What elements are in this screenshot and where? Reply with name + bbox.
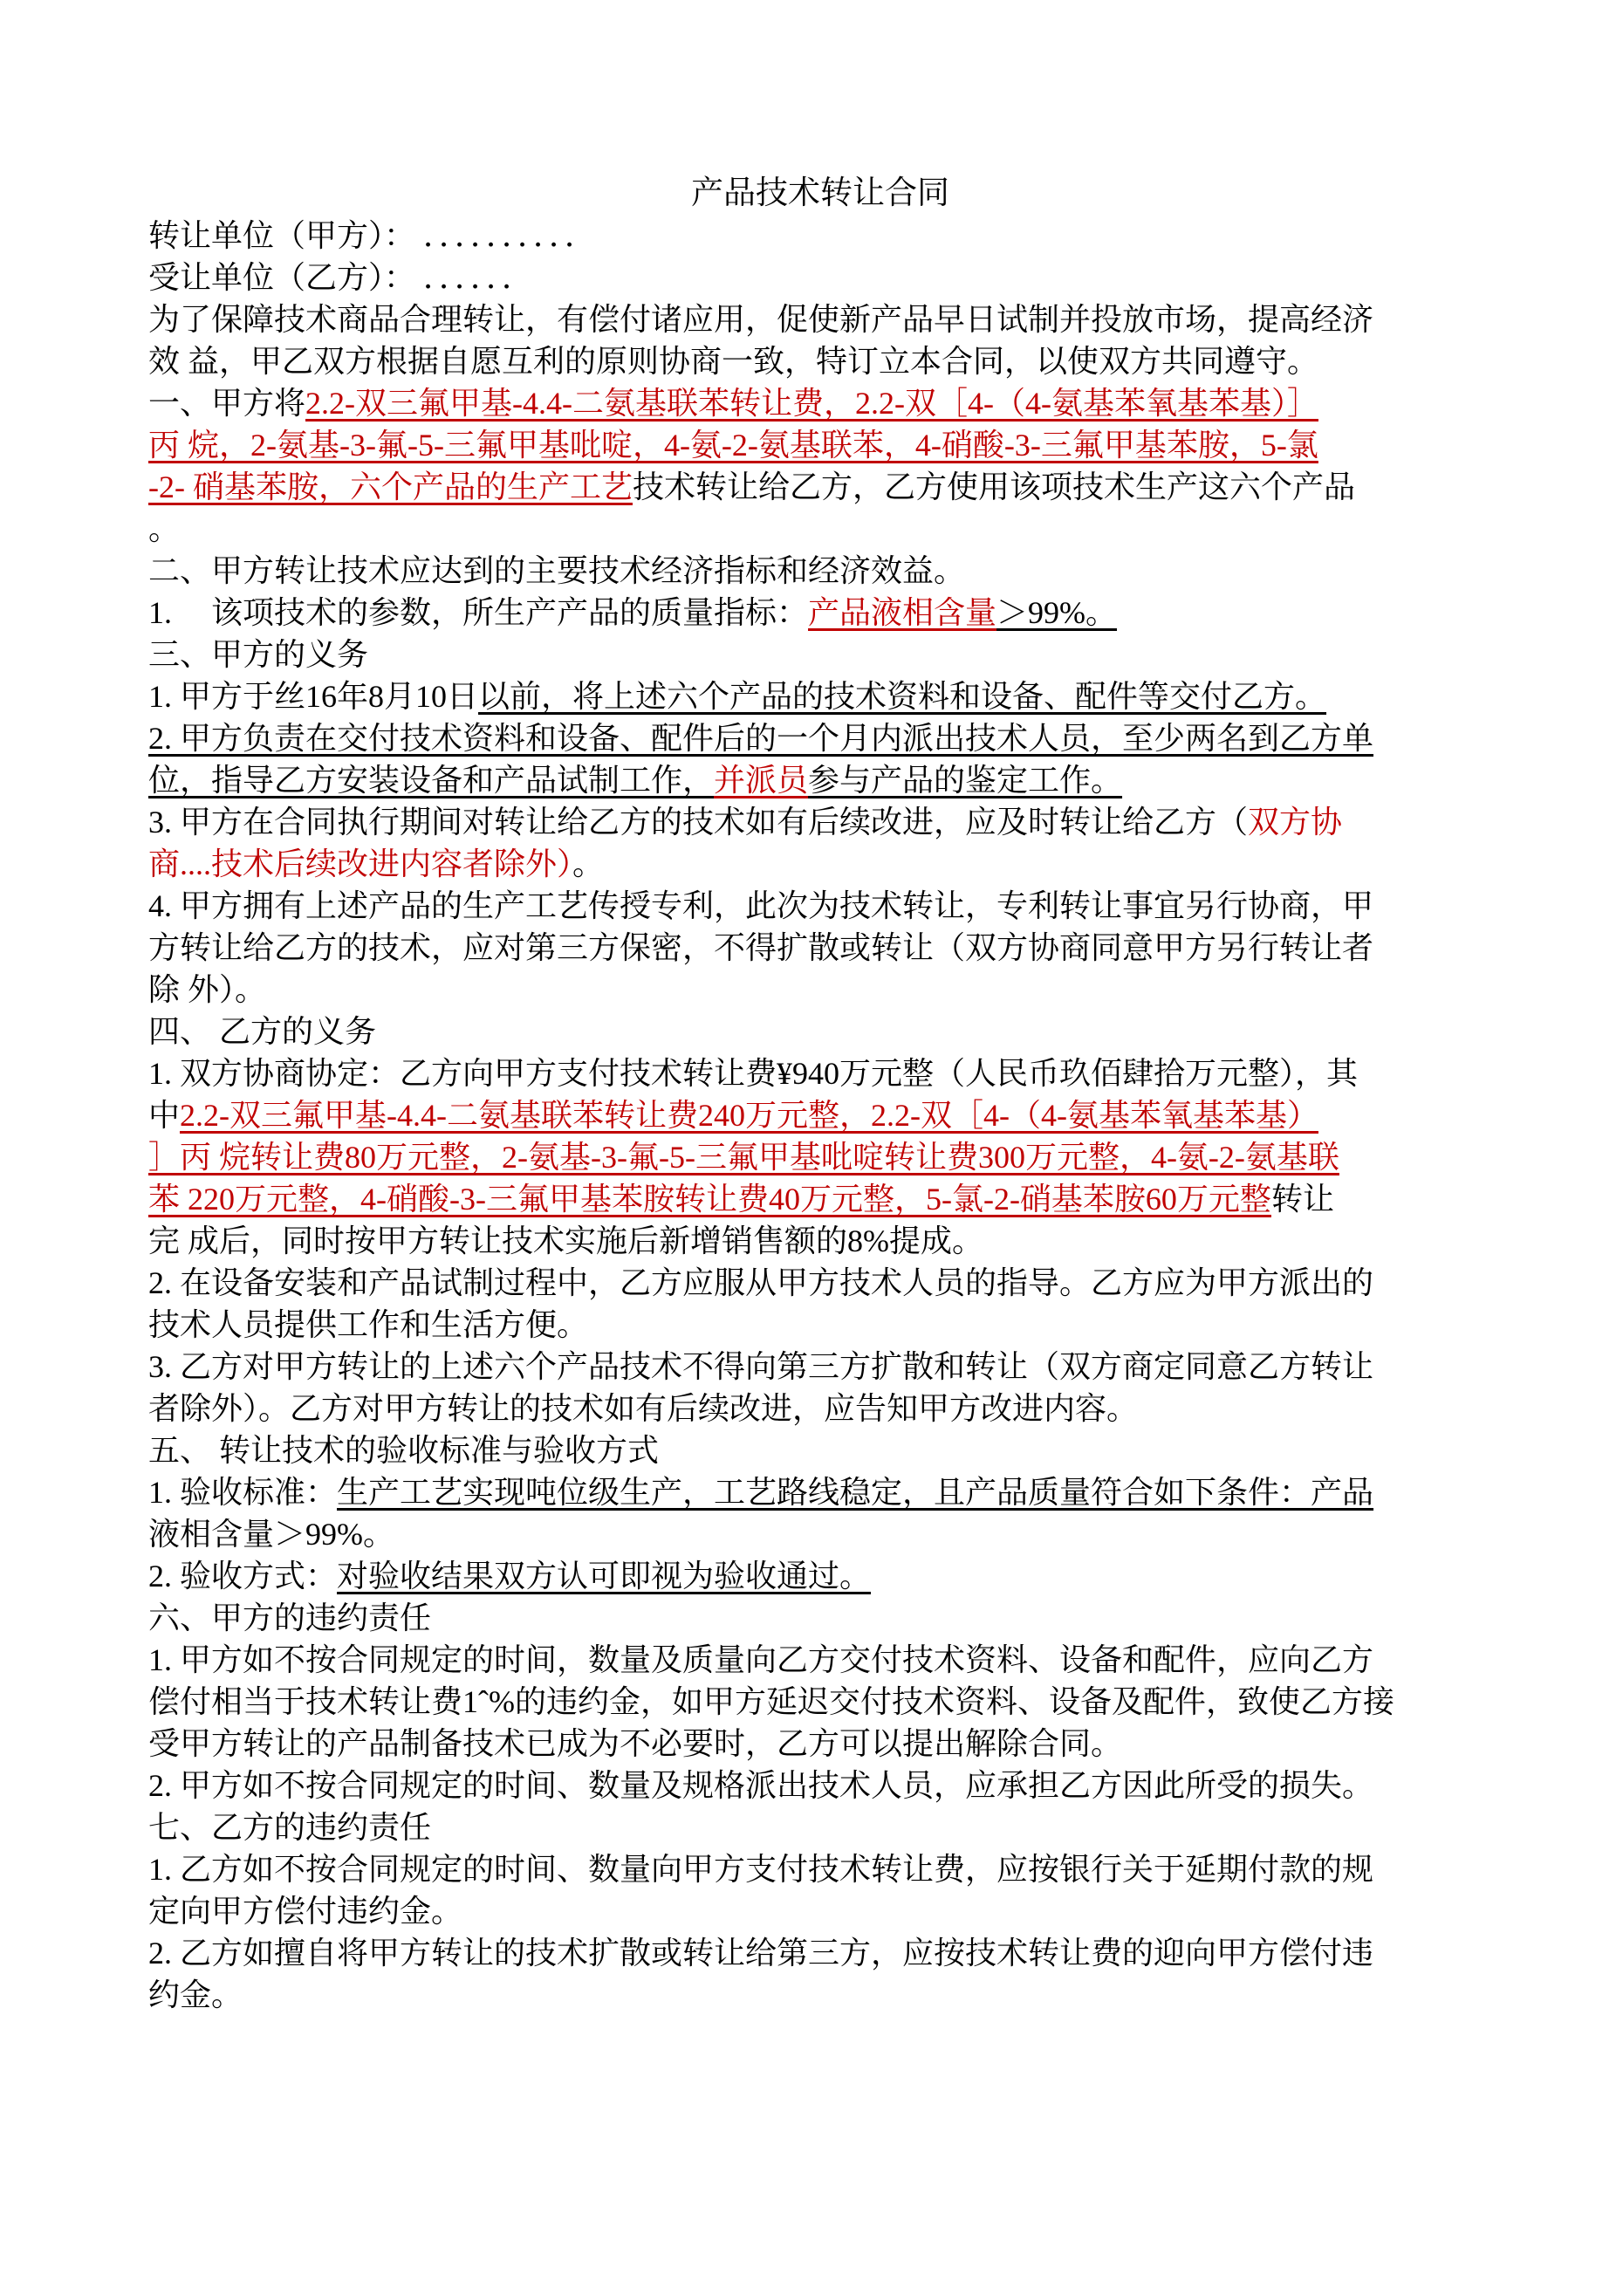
text-segment: 转让 [1270,1182,1334,1217]
text-line [148,382,1492,424]
text-segment: -2- 硝基苯胺，六个产品的生产工艺 [148,469,633,504]
text-segment: 液相含量＞99%。 [148,1517,394,1552]
text-line [148,1429,1492,1471]
text-segment: 4. 甲方拥有上述产品的生产工艺传授专利，此次为技术转让，专利转让事宜另行协商，甲 [148,888,1374,923]
text-segment: 2. 乙方如擅自将甲方转让的技术扩散或转让给第三方，应按技术转让费的迎向甲方偿付违 [148,1936,1374,1970]
text-segment: 2. 在设备安装和产品试制过程中，乙方应服从甲方技术人员的指导。乙方应为甲方派出的 [148,1265,1374,1300]
text-line [148,1094,1492,1136]
text-segment: 。 [148,511,181,546]
text-segment: 定向甲方偿付违约金。 [148,1894,463,1929]
text-segment: 六、甲方的违约责任 [148,1600,432,1635]
text-line [148,969,1492,1011]
contract-body [148,215,1492,2016]
page-title: 产品技术转让合同 [691,175,949,211]
text-line [148,1178,1492,1220]
text-line [148,675,1492,717]
text-line [148,759,1492,801]
text-line [148,340,1492,382]
text-segment: 二、甲方转让技术应达到的主要技术经济指标和经济效益。 [148,553,966,588]
text-line [148,1932,1492,1974]
text-segment: 参与产品的鉴定工作。 [808,763,1123,798]
text-segment: 三、甲方的义务 [148,637,369,672]
text-segment: 2. 验收方式： [148,1559,338,1593]
text-line [148,1136,1492,1178]
text-line [148,927,1492,969]
text-segment: 偿付相当于技术转让费1ˆ%的违约金，如甲方延迟交付技术资料、设备及配件，致使乙方接 [148,1684,1394,1719]
text-line [148,801,1492,843]
text-line [148,1513,1492,1555]
text-segment: 。 [572,846,605,881]
text-segment: 丙 烷，2-氨基-3-氟-5-三氟甲基吡啶，4-氨-2-氨基联苯，4-硝酸-3-三氟甲基苯胺，5-氯 [148,428,1318,463]
text-segment: 七、乙方的违约责任 [148,1810,432,1845]
text-segment: 对验收结果双方认可即视为验收通过。 [337,1559,872,1593]
text-line [148,1765,1492,1806]
text-segment: 商....技术后续改进内容者除外） [148,846,573,881]
text-segment: 为了保障技术商品合理转让，有偿付诸应用，促使新产品早日试制并投放市场，提高经济 [148,302,1374,337]
text-line [148,1974,1492,2016]
text-line [148,1220,1492,1262]
text-segment: 并派员 [714,763,809,798]
text-segment: 1. 该项技术的参数，所生产产品的质量指标： [148,595,809,630]
text-line [148,1346,1492,1388]
text-line [148,1848,1492,1890]
text-line [148,843,1492,885]
text-segment: 1. 双方协商协定：乙方向甲方支付技术转让费¥940万元整（人民币玖佰肆拾万元整），其 [148,1056,1359,1091]
text-line [148,1681,1492,1723]
text-line [148,1890,1492,1932]
text-segment: 以前，将上述六个产品的技术资料和设备、配件等交付乙方。 [478,679,1327,714]
text-line [148,1262,1492,1304]
text-line [148,1597,1492,1639]
text-segment: 技术转让给乙方，乙方使用该项技术生产这六个产品 [632,469,1355,504]
text-line [148,1555,1492,1597]
text-line [148,1304,1492,1346]
text-segment: 1. 乙方如不按合同规定的时间、数量向甲方支付技术转让费，应按银行关于延期付款的规 [148,1852,1374,1887]
text-segment: 1. 甲方如不按合同规定的时间，数量及质量向乙方交付技术资料、设备和配件，应向乙方 [148,1642,1374,1677]
text-line [148,424,1492,466]
text-segment: 3. 乙方对甲方转让的上述六个产品技术不得向第三方扩散和转让（双方商定同意乙方转让 [148,1349,1374,1384]
text-segment: 3. 甲方在合同执行期间对转让给乙方的技术如有后续改进，应及时转让给乙方（ [148,805,1249,840]
text-segment: 生产工艺实现吨位级生产，工艺路线稳定，且产品质量符合如下条件： [337,1475,1311,1510]
text-segment: 2. 甲方如不按合同规定的时间、数量及规格派出技术人员，应承担乙方因此所受的损失。 [148,1768,1374,1803]
text-segment: 2.2-双三氟甲基-4.4-二氨基联苯转让费240万元整，2.2-双［4-（4-氨基苯氧基苯基） [180,1098,1318,1133]
text-segment: 一、甲方将 [148,386,306,421]
text-line [148,298,1492,340]
text-segment: ］丙 烷转让费80万元整，2-氨基-3-氟-5-三氟甲基吡啶转让费300万元整，4-氨-2-氨基联 [148,1140,1339,1175]
text-segment: 四、 乙方的义务 [148,1014,377,1049]
text-line [148,717,1492,759]
text-line [148,1388,1492,1429]
text-line [148,1052,1492,1094]
text-line [148,592,1492,634]
text-segment: 产品 [1311,1475,1374,1510]
text-line [148,1471,1492,1513]
text-line [148,257,1492,298]
text-segment: 五、 转让技术的验收标准与验收方式 [148,1433,660,1468]
text-segment: 效 益，甲乙双方根据自愿互利的原则协商一致，特订立本合同，以使双方共同遵守。 [148,344,1319,379]
text-line [148,1806,1492,1848]
text-segment: 完 成后，同时按甲方转让技术实施后新增销售额的8%提成。 [148,1223,983,1258]
text-segment: 双方协 [1248,805,1343,840]
text-line [148,1723,1492,1765]
text-line [148,634,1492,675]
text-segment: 产品液相含量 [808,595,997,630]
text-segment: 苯 220万元整，4-硝酸-3-三氟甲基苯胺转让费40万元整，5-氯-2-硝基苯胺60万元整 [148,1182,1271,1217]
text-line [148,1011,1492,1052]
text-line [148,508,1492,550]
text-line [148,885,1492,927]
text-segment: 受让单位（乙方）： ．．．．．． [148,260,534,295]
text-line [148,550,1492,592]
text-segment: 中 [148,1098,181,1133]
text-segment: 约金。 [148,1977,243,2012]
text-segment: 2.2-双三氟甲基-4.4-二氨基联苯转让费，2.2-双［4-（4-氨基苯氧基苯基）］ [305,386,1318,421]
text-segment: 转让单位（甲方）： ．．．．．．．．．． [148,218,597,253]
text-line [148,215,1492,257]
text-segment: 方转让给乙方的技术，应对第三方保密，不得扩散或转让（双方协商同意甲方另行转让者 [148,930,1374,965]
text-segment: 受甲方转让的产品制备技术已成为不必要时，乙方可以提出解除合同。 [148,1726,1123,1761]
text-segment: 1. 甲方于丝16年8月10日 [148,679,479,714]
text-segment: 2. 甲方负责在交付技术资料和设备、配件后的一个月内派出技术人员，至少两名到乙方单 [148,721,1374,756]
text-segment: 1. 验收标准： [148,1475,338,1510]
text-segment: 除 外）。 [148,972,267,1007]
text-segment: 技术人员提供工作和生活方便。 [148,1307,589,1342]
text-segment: 者除外）。乙方对甲方转让的技术如有后续改进，应告知甲方改进内容。 [148,1391,1139,1426]
text-segment: ＞99%。 [996,595,1118,630]
text-line [148,1639,1492,1681]
text-line [148,466,1492,508]
text-segment: 位，指导乙方安装设备和产品试制工作， [148,763,715,798]
